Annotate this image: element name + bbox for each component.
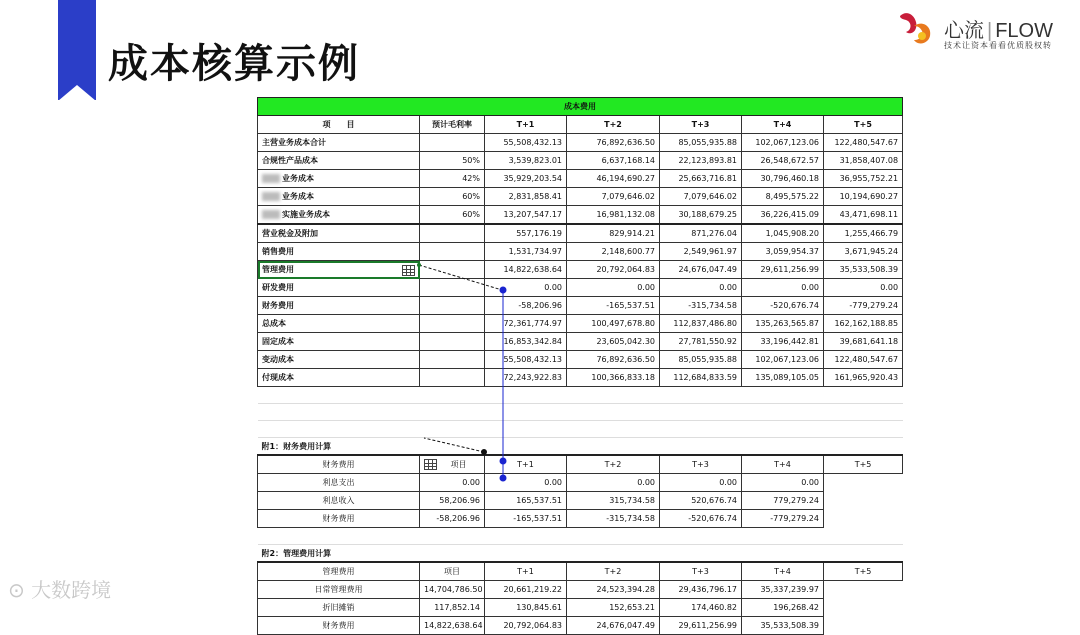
value-cell[interactable]: 55,508,432.13 <box>485 351 567 369</box>
table-row <box>258 617 903 635</box>
row-label: 管理费用 <box>262 265 294 274</box>
column-header: T+2 <box>567 562 660 581</box>
value-cell[interactable]: 315,734.58 <box>567 492 660 510</box>
value-cell[interactable]: 76,892,636.50 <box>567 351 660 369</box>
value-cell[interactable]: 16,853,342.84 <box>485 333 567 351</box>
value-cell[interactable]: 779,279.24 <box>742 492 824 510</box>
value-cell[interactable]: 1,255,466.79 <box>824 224 903 243</box>
appendix1-body <box>258 474 903 528</box>
value-cell[interactable]: 0.00 <box>824 279 903 297</box>
row-label-cell[interactable]: 利息支出 <box>258 474 420 492</box>
value-cell[interactable]: 2,549,961.97 <box>660 243 742 261</box>
column-header: T+1 <box>485 562 567 581</box>
brand-name: 心流 | FLOW <box>944 20 1053 42</box>
table-row <box>258 315 903 333</box>
watermark <box>8 574 111 603</box>
row-label-cell[interactable] <box>258 188 420 206</box>
column-header: T+3 <box>660 116 742 134</box>
value-cell[interactable]: 43,471,698.11 <box>824 206 903 225</box>
appendix2-title-row <box>258 545 903 563</box>
value-cell[interactable]: -520,676.74 <box>742 297 824 315</box>
column-header: T+4 <box>742 562 824 581</box>
rate-cell[interactable] <box>420 369 485 387</box>
table-row <box>258 261 903 279</box>
row-label: 付现成本 <box>262 373 294 382</box>
table-row <box>258 474 903 492</box>
value-cell[interactable]: 30,188,679.25 <box>660 206 742 225</box>
row-label-cell[interactable] <box>258 134 420 152</box>
rate-cell[interactable]: 42% <box>420 170 485 188</box>
value-cell[interactable]: 196,268.42 <box>742 599 824 617</box>
value-cell[interactable]: 102,067,123.06 <box>742 134 824 152</box>
value-cell[interactable]: -520,676.74 <box>660 510 742 528</box>
value-cell[interactable]: 20,792,064.83 <box>485 617 567 635</box>
value-cell[interactable]: 29,611,256.99 <box>660 617 742 635</box>
column-header: 项 目 <box>258 116 420 134</box>
value-cell[interactable]: 58,206.96 <box>420 492 485 510</box>
row-label-cell[interactable]: 日常管理费用 <box>258 581 420 599</box>
row-label: 实施业务成本 <box>282 210 330 219</box>
rate-cell[interactable] <box>420 243 485 261</box>
value-cell[interactable]: 35,533,508.39 <box>742 617 824 635</box>
column-header: T+3 <box>660 562 742 581</box>
value-cell[interactable]: 7,079,646.02 <box>660 188 742 206</box>
value-cell[interactable]: 122,480,547.67 <box>824 351 903 369</box>
value-cell[interactable]: 0.00 <box>567 279 660 297</box>
appendix2-header-row <box>258 562 903 581</box>
value-cell[interactable]: 0.00 <box>485 474 567 492</box>
value-cell[interactable]: 0.00 <box>567 474 660 492</box>
value-cell[interactable]: 135,263,565.87 <box>742 315 824 333</box>
watermark-logo-icon: ⊙ <box>8 578 25 602</box>
value-cell[interactable]: 35,929,203.54 <box>485 170 567 188</box>
column-header: T+4 <box>742 116 824 134</box>
row-label: 业务成本 <box>282 192 314 201</box>
column-header: T+4 <box>742 455 824 474</box>
calculator-icon <box>424 459 437 470</box>
value-cell[interactable]: 35,337,239.97 <box>742 581 824 599</box>
row-label-cell[interactable] <box>258 152 420 170</box>
value-cell[interactable]: 14,822,638.64 <box>420 617 485 635</box>
rate-cell[interactable] <box>420 261 485 279</box>
value-cell[interactable]: -315,734.58 <box>660 297 742 315</box>
row-label: 固定成本 <box>262 337 294 346</box>
blank-row <box>258 404 903 421</box>
row-label-cell[interactable] <box>258 206 420 225</box>
table-row <box>258 369 903 387</box>
table-row <box>258 170 903 188</box>
column-header: T+1 <box>485 116 567 134</box>
value-cell[interactable]: -165,537.51 <box>567 297 660 315</box>
value-cell[interactable]: 2,831,858.41 <box>485 188 567 206</box>
value-cell[interactable]: 16,981,132.08 <box>567 206 660 225</box>
row-label-cell[interactable] <box>258 243 420 261</box>
value-cell[interactable]: 2,148,600.77 <box>567 243 660 261</box>
row-label-cell[interactable] <box>258 224 420 243</box>
value-cell[interactable]: 0.00 <box>660 279 742 297</box>
table-row <box>258 188 903 206</box>
value-cell[interactable]: 25,663,716.81 <box>660 170 742 188</box>
table-row <box>258 492 903 510</box>
value-cell[interactable]: 85,055,935.88 <box>660 351 742 369</box>
row-label-cell[interactable]: 折旧摊销 <box>258 599 420 617</box>
appendix1-title: 附1：财务费用计算 <box>258 438 903 456</box>
value-cell[interactable]: 829,914.21 <box>567 224 660 243</box>
row-label: 变动成本 <box>262 355 294 364</box>
row-label: 营业税金及附加 <box>262 229 318 238</box>
row-label-cell[interactable] <box>258 351 420 369</box>
value-cell[interactable]: 14,704,786.50 <box>420 581 485 599</box>
appendix1-header-row <box>258 455 903 474</box>
table-row <box>258 351 903 369</box>
rate-cell[interactable] <box>420 297 485 315</box>
row-label-cell[interactable] <box>258 261 420 279</box>
row-label-cell[interactable] <box>258 279 420 297</box>
row-label-cell[interactable]: 财务费用 <box>258 510 420 528</box>
brand-tagline: 技术让资本看看优质股权转 <box>944 41 1052 50</box>
brand-name-cn: 心流 <box>944 20 984 42</box>
calculator-icon[interactable] <box>402 265 415 276</box>
rate-cell[interactable]: 60% <box>420 206 485 225</box>
value-cell[interactable]: 152,653.21 <box>567 599 660 617</box>
value-cell[interactable]: 165,537.51 <box>485 492 567 510</box>
watermark-text: 大数跨境 <box>31 578 112 602</box>
value-cell[interactable]: 24,676,047.49 <box>660 261 742 279</box>
cost-table-body <box>258 134 903 387</box>
column-header: 预计毛利率 <box>420 116 485 134</box>
value-cell[interactable]: 46,194,690.27 <box>567 170 660 188</box>
value-cell[interactable]: 0.00 <box>742 279 824 297</box>
value-cell[interactable]: 557,176.19 <box>485 224 567 243</box>
value-cell[interactable]: 36,226,415.09 <box>742 206 824 225</box>
value-cell[interactable]: 85,055,935.88 <box>660 134 742 152</box>
value-cell[interactable]: -315,734.58 <box>567 510 660 528</box>
row-label-cell[interactable] <box>258 170 420 188</box>
value-cell[interactable]: -779,279.24 <box>824 297 903 315</box>
value-cell[interactable]: 100,497,678.80 <box>567 315 660 333</box>
value-cell[interactable]: 36,955,752.21 <box>824 170 903 188</box>
value-cell[interactable]: 100,366,833.18 <box>567 369 660 387</box>
value-cell[interactable]: 1,045,908.20 <box>742 224 824 243</box>
value-cell[interactable]: 24,676,047.49 <box>567 617 660 635</box>
table-title-row <box>258 98 903 116</box>
value-cell[interactable]: 33,196,442.81 <box>742 333 824 351</box>
value-cell[interactable]: -779,279.24 <box>742 510 824 528</box>
rate-cell[interactable] <box>420 351 485 369</box>
bookmark-ribbon <box>58 0 96 100</box>
value-cell[interactable]: 39,681,641.18 <box>824 333 903 351</box>
value-cell[interactable]: 35,533,508.39 <box>824 261 903 279</box>
blank-row <box>258 528 903 545</box>
value-cell[interactable]: 20,661,219.22 <box>485 581 567 599</box>
value-cell[interactable]: 30,796,460.18 <box>742 170 824 188</box>
table-row <box>258 333 903 351</box>
table-row <box>258 510 903 528</box>
value-cell[interactable]: 72,243,922.83 <box>485 369 567 387</box>
appendix1-group: 财务费用 <box>258 455 420 474</box>
value-cell[interactable]: 122,480,547.67 <box>824 134 903 152</box>
value-cell[interactable]: 31,858,407.08 <box>824 152 903 170</box>
value-cell[interactable]: 0.00 <box>420 474 485 492</box>
row-label: 合规性产品成本 <box>262 156 318 165</box>
slide-title: 成本核算示例 <box>108 41 360 87</box>
blank-row <box>258 387 903 404</box>
brand-logo <box>892 6 1062 56</box>
column-header: T+3 <box>660 455 742 474</box>
value-cell[interactable]: 23,605,042.30 <box>567 333 660 351</box>
row-label-cell[interactable] <box>258 369 420 387</box>
row-label: 研发费用 <box>262 283 294 292</box>
value-cell[interactable]: 130,845.61 <box>485 599 567 617</box>
value-cell[interactable]: 0.00 <box>660 474 742 492</box>
value-cell[interactable]: 29,436,796.17 <box>660 581 742 599</box>
row-label-cell[interactable]: 财务费用 <box>258 617 420 635</box>
table-row <box>258 581 903 599</box>
redacted-text <box>262 192 280 201</box>
value-cell[interactable]: 8,495,575.22 <box>742 188 824 206</box>
rate-cell[interactable]: 60% <box>420 188 485 206</box>
row-label: 主营业务成本合计 <box>262 138 326 147</box>
row-label: 业务成本 <box>282 174 314 183</box>
column-header: T+5 <box>824 116 903 134</box>
table-row <box>258 297 903 315</box>
value-cell[interactable]: 117,852.14 <box>420 599 485 617</box>
value-cell[interactable]: 871,276.04 <box>660 224 742 243</box>
blank-row <box>258 421 903 438</box>
value-cell[interactable]: 13,207,547.17 <box>485 206 567 225</box>
value-cell[interactable]: 7,079,646.02 <box>567 188 660 206</box>
value-cell[interactable]: 112,837,486.80 <box>660 315 742 333</box>
row-label-cell[interactable] <box>258 297 420 315</box>
row-label: 销售费用 <box>262 247 294 256</box>
value-cell[interactable]: 3,539,823.01 <box>485 152 567 170</box>
value-cell[interactable]: 102,067,123.06 <box>742 351 824 369</box>
row-label-cell[interactable]: 利息收入 <box>258 492 420 510</box>
row-label-cell[interactable] <box>258 333 420 351</box>
value-cell[interactable]: -58,206.96 <box>485 297 567 315</box>
appendix2-title: 附2：管理费用计算 <box>258 545 903 563</box>
value-cell[interactable]: -58,206.96 <box>420 510 485 528</box>
value-cell[interactable]: 161,965,920.43 <box>824 369 903 387</box>
row-label-cell[interactable] <box>258 315 420 333</box>
value-cell[interactable]: 14,822,638.64 <box>485 261 567 279</box>
column-header: T+2 <box>567 116 660 134</box>
value-cell[interactable]: 27,781,550.92 <box>660 333 742 351</box>
value-cell[interactable]: 0.00 <box>742 474 824 492</box>
appendix1-title-row <box>258 438 903 456</box>
value-cell[interactable]: 1,531,734.97 <box>485 243 567 261</box>
row-label: 总成本 <box>262 319 286 328</box>
column-header: T+5 <box>824 455 903 474</box>
rate-cell[interactable] <box>420 333 485 351</box>
spreadsheet <box>257 97 902 635</box>
column-header: 项目 <box>420 562 485 581</box>
column-header: T+1 <box>485 455 567 474</box>
value-cell[interactable]: 72,361,774.97 <box>485 315 567 333</box>
table-row <box>258 152 903 170</box>
brand-name-en: FLOW <box>995 20 1053 42</box>
table-row <box>258 206 903 225</box>
value-cell[interactable]: -165,537.51 <box>485 510 567 528</box>
value-cell[interactable]: 55,508,432.13 <box>485 134 567 152</box>
value-cell[interactable]: 22,123,893.81 <box>660 152 742 170</box>
appendix2-group: 管理费用 <box>258 562 420 581</box>
value-cell[interactable]: 24,523,394.28 <box>567 581 660 599</box>
value-cell[interactable]: 162,162,188.85 <box>824 315 903 333</box>
table-row <box>258 224 903 243</box>
rate-cell[interactable] <box>420 134 485 152</box>
flame-logo-icon <box>892 6 936 50</box>
table-title: 成本费用 <box>258 98 903 116</box>
value-cell[interactable]: 20,792,064.83 <box>567 261 660 279</box>
value-cell[interactable]: 135,089,105.05 <box>742 369 824 387</box>
row-label: 财务费用 <box>262 301 294 310</box>
column-header: 项目 <box>420 455 485 474</box>
redacted-text <box>262 210 280 219</box>
value-cell[interactable]: 6,637,168.14 <box>567 152 660 170</box>
table-row <box>258 279 903 297</box>
table-row <box>258 134 903 152</box>
rate-cell[interactable] <box>420 279 485 297</box>
value-cell[interactable]: 76,892,636.50 <box>567 134 660 152</box>
column-header: T+2 <box>567 455 660 474</box>
rate-cell[interactable] <box>420 224 485 243</box>
rate-cell[interactable]: 50% <box>420 152 485 170</box>
column-header: T+5 <box>824 562 903 581</box>
value-cell[interactable]: 112,684,833.59 <box>660 369 742 387</box>
rate-cell[interactable] <box>420 315 485 333</box>
value-cell[interactable]: 0.00 <box>485 279 567 297</box>
table-row <box>258 243 903 261</box>
value-cell[interactable]: 10,194,690.27 <box>824 188 903 206</box>
value-cell[interactable]: 29,611,256.99 <box>742 261 824 279</box>
value-cell[interactable]: 520,676.74 <box>660 492 742 510</box>
value-cell[interactable]: 26,548,672.57 <box>742 152 824 170</box>
cost-table <box>257 97 903 635</box>
value-cell[interactable]: 174,460.82 <box>660 599 742 617</box>
redacted-text <box>262 174 280 183</box>
value-cell[interactable]: 3,059,954.37 <box>742 243 824 261</box>
table-header-row <box>258 116 903 134</box>
value-cell[interactable]: 3,671,945.24 <box>824 243 903 261</box>
